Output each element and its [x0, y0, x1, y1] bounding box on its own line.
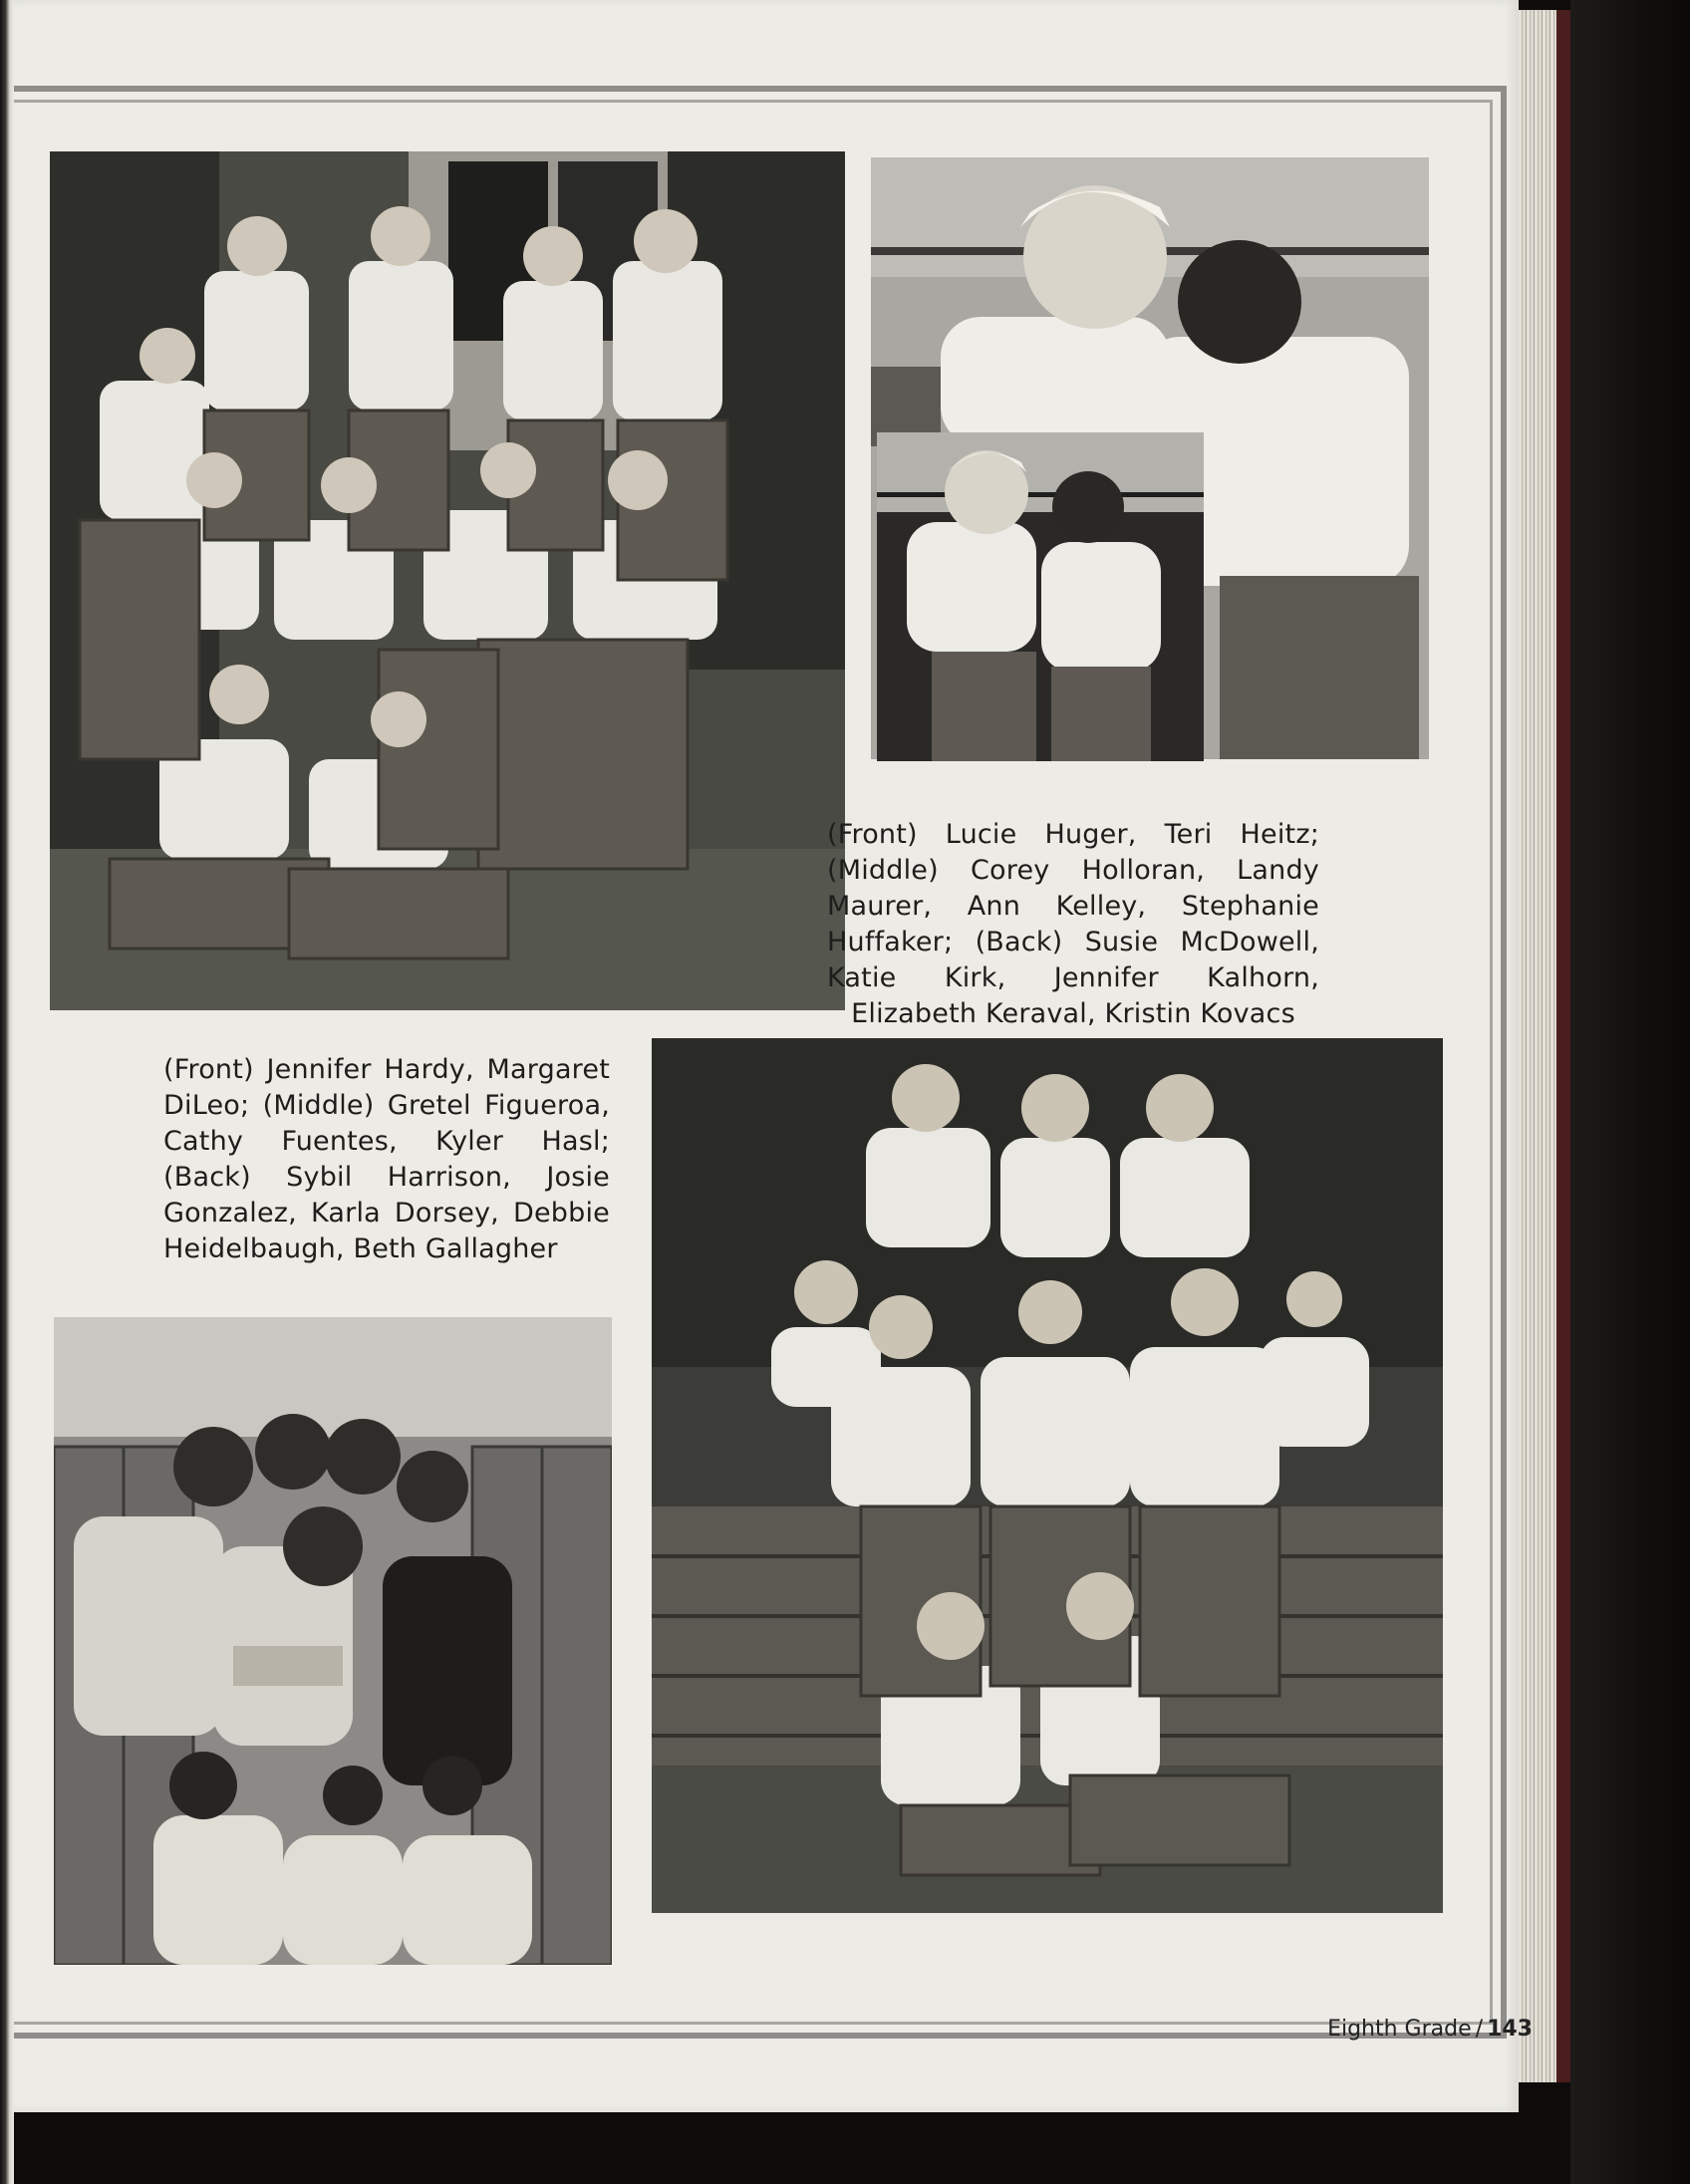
book-binding: [1570, 0, 1690, 2184]
page-edges: [1519, 10, 1570, 2082]
caption-middle-left: (Front) Jennifer Hardy, Margaret DiLeo; (Middle) Gretel Figueroa, Cathy Fuentes, Kyler Hasl; (Back) Sybil Harrison, Josie Gonzalez, Karla Dorsey, Debbie Heidelbaugh, Beth Gallagher: [163, 1054, 610, 1264]
page-folio: [1327, 2017, 1533, 2042]
section-title: Eighth Grade: [1327, 2017, 1472, 2042]
previous-page-edge: [0, 0, 14, 2184]
group-photo-top-left: [50, 151, 845, 1010]
caption-top-right: (Front) Lucie Huger, Teri Heitz; (Middle) Corey Holloran, Landy Maurer, Ann Kelley, Stephanie Huffaker; (Back) Susie McDowell, Katie Kirk, Jennifer Kalhorn, Elizabeth Keraval, Kristin Kovacs: [827, 819, 1319, 1029]
duo-photo-small: [877, 432, 1204, 761]
locker-room-photo: [54, 1317, 612, 1965]
page-number: 143: [1487, 2017, 1533, 2042]
group-photo-bottom-right: [652, 1038, 1443, 1913]
folio-separator: /: [1475, 2017, 1484, 2042]
